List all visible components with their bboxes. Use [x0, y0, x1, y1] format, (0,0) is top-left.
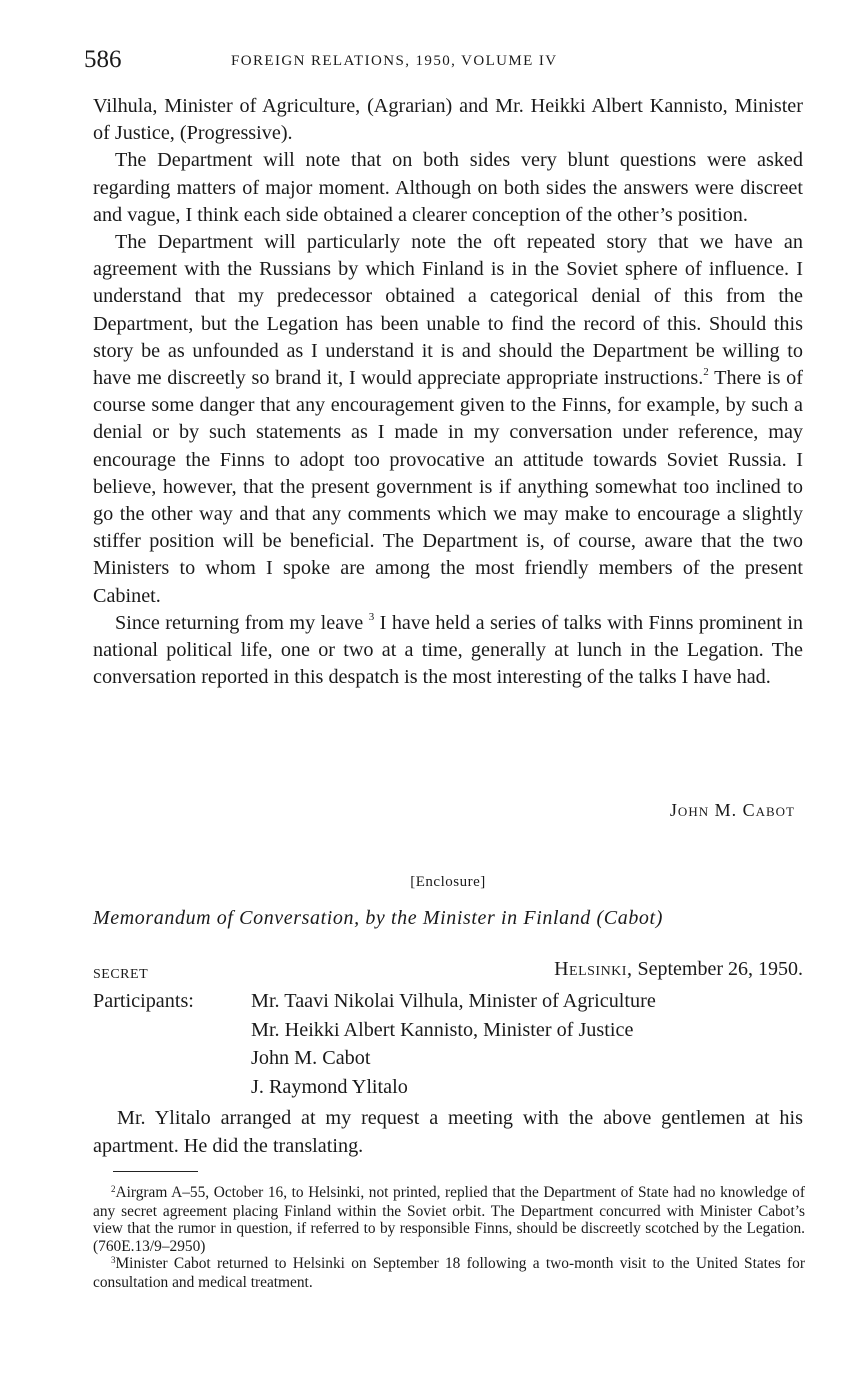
participant: Mr. Taavi Nikolai Vilhula, Minister of Agriculture: [251, 990, 656, 1012]
memo-title: [93, 907, 808, 930]
page-number: 586: [84, 46, 122, 73]
footnote-reference[interactable]: 3: [368, 611, 375, 624]
paragraph: The Department will note that on both sides very blunt questions were asked regarding matters of major moment. Although on both sides the answers were discreet and vague, I think each side obtained a clearer conception of the other’s position.: [93, 149, 803, 226]
footnote-mark: 2: [111, 1184, 116, 1194]
footnote-reference[interactable]: 2: [703, 366, 709, 379]
footnote-text: Airgram A–55, October 16, to Helsinki, not printed, replied that the Department of State had no knowledge of any secret agreement placing Finland within the Soviet orbit. The Department concurred with Minister Cabot’s view that the rumor in question, if referred to by responsible Finns, should be discreetly scotched by the Legation. (760E.13/9–2950): [93, 1184, 805, 1255]
paragraph-continuation: Vilhula, Minister of Agriculture, (Agrarian) and Mr. Heikki Albert Kannisto, Minister of Justice, (Progressive).: [93, 95, 803, 145]
memo-paragraph: Mr. Ylitalo arranged at my request a meeting with the above gentlemen at his apartment. He did the translating.: [93, 1107, 803, 1157]
memo-title-text: Memorandum of Conversation, by the Minister in Finland: [93, 907, 591, 929]
participant-list: [251, 987, 656, 1101]
participants-label: Participants:: [93, 990, 194, 1012]
date: September 26, 1950.: [637, 958, 803, 980]
paragraph-text: Since returning from my leave: [115, 611, 364, 634]
paragraph-text: I have held a series of talks with Finns prominent in national political life, one or two at a time, generally at lunch in the Legation. The conversation reported in this despatch is the most interesting of the talks I have had.: [93, 611, 804, 689]
memo-title-author: (Cabot): [596, 907, 663, 929]
footnote-divider: [113, 1171, 198, 1172]
footnote-mark: 3: [111, 1254, 116, 1265]
footnote-text: Minister Cabot returned to Helsinki on September 18 following a two-month visit to the United States for consultation and medical treatment.: [93, 1254, 805, 1292]
participant: J. Raymond Ylitalo: [251, 1075, 408, 1098]
footnote: [93, 1255, 805, 1291]
signature: John M. Cabot: [669, 800, 795, 820]
paragraph: [93, 610, 803, 692]
despatch-body: [93, 93, 803, 691]
paragraph-text: The Department will particularly note the oft repeated story that we have an agreement with the Russians by which Finland is in the Soviet sphere of influence. I understand that my predecessor obtained a categorical denial of this from the Department, but the Legation has been unable to find the record of this. Should this story be as unfounded as I understand it is and should the Department be willing to have me discreetly so brand it, I would appreciate appropriate instructions.: [93, 231, 803, 390]
place-and-date: [554, 958, 803, 981]
participant: John M. Cabot: [251, 1047, 371, 1069]
classification-marking: SECRET: [93, 967, 149, 982]
footnotes: [93, 1184, 805, 1291]
paragraph-text: There is of course some danger that any encouragement given to the Finns, for example, by such a denial or by such statements as I made in my conversation under reference, may encourage the Finns to adopt too provocative an attitude towards Soviet Russia. I believe, however, that the present government is if anything somewhat too inclined to go the other way and that any comments which we may make to encourage a slightly stiffer position will be beneficial. The Department is, of course, aware that the two Ministers to whom I spoke are among the most friendly members of the present Cabinet.: [93, 367, 803, 607]
enclosure-label: [Enclosure]: [410, 874, 486, 890]
running-head: FOREIGN RELATIONS, 1950, VOLUME IV: [231, 53, 558, 69]
footnote: [93, 1184, 805, 1255]
place: Helsinki,: [554, 958, 633, 980]
page-header: [84, 46, 803, 76]
participant: Mr. Heikki Albert Kannisto, Minister of Justice: [251, 1018, 634, 1041]
paragraph: [93, 229, 803, 610]
